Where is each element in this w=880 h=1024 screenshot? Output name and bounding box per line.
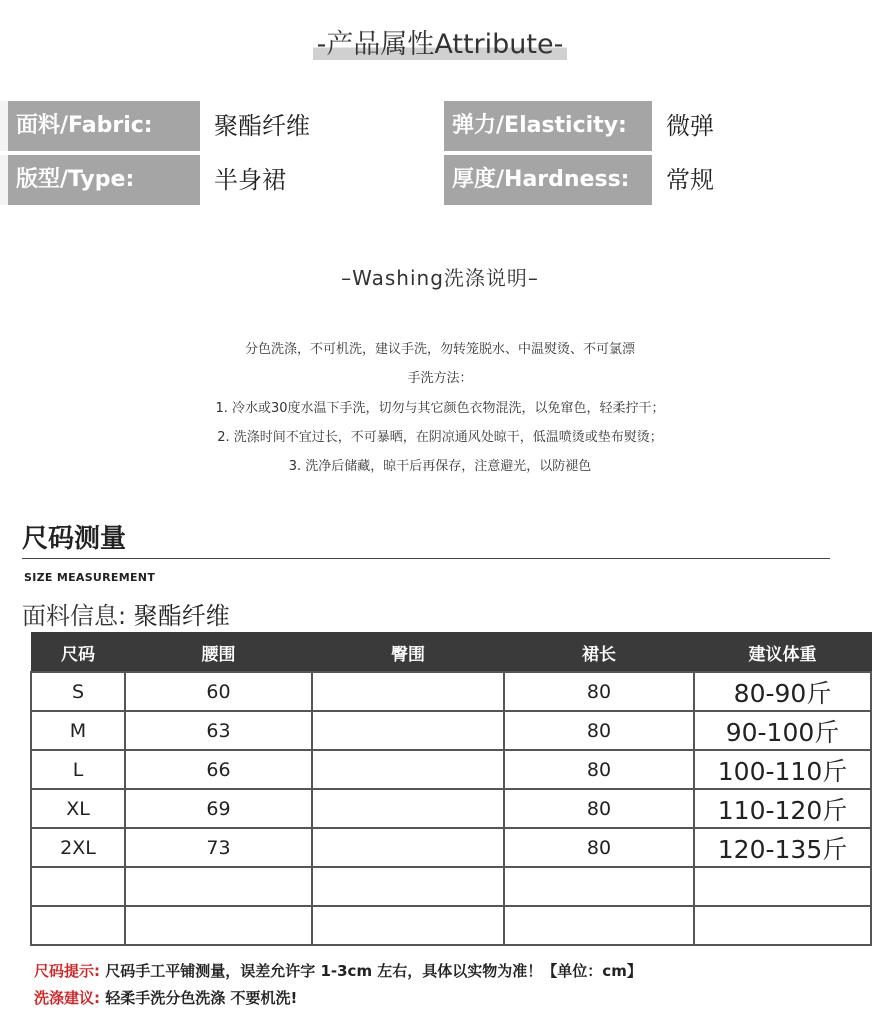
- table-row: [31, 672, 871, 711]
- fabric-info: [22, 596, 230, 631]
- table-header-row: [31, 633, 871, 673]
- table-cell: [694, 906, 871, 945]
- table-cell: [125, 867, 312, 906]
- hardness-label: 厚度/Hardness:: [444, 155, 652, 205]
- table-cell: [312, 828, 504, 867]
- wash-advice: [34, 987, 297, 1008]
- fabric-info-value: 聚酯纤维: [133, 602, 230, 630]
- wash-advice-text: 轻柔手洗分色洗涤 不要机洗!: [105, 989, 298, 1007]
- divider: [22, 558, 830, 559]
- table-cell: 73: [125, 828, 312, 867]
- table-row: [31, 906, 871, 945]
- table-cell: [312, 867, 504, 906]
- table-cell: 90-100斤: [694, 711, 871, 750]
- table-cell: 110-120斤: [694, 789, 871, 828]
- table-cell: [504, 906, 694, 945]
- table-cell: [312, 750, 504, 789]
- table-cell: 80: [504, 750, 694, 789]
- table-cell: 80: [504, 711, 694, 750]
- fabric-value: 聚酯纤维: [200, 101, 444, 151]
- size-subtitle: SIZE MEASUREMENT: [24, 571, 156, 584]
- table-cell: 100-110斤: [694, 750, 871, 789]
- table-row: [31, 828, 871, 867]
- size-title: 尺码测量: [22, 524, 127, 554]
- table-cell: [312, 906, 504, 945]
- table-cell: [31, 906, 125, 945]
- table-row: [31, 867, 871, 906]
- elasticity-label: 弹力/Elasticity:: [444, 101, 652, 151]
- table-row: [31, 711, 871, 750]
- table-cell: L: [31, 750, 125, 789]
- washing-line: 分色洗涤，不可机洗，建议手洗，勿转笼脱水、中温熨烫、不可氯漂: [244, 342, 635, 357]
- table-cell: [312, 789, 504, 828]
- type-value: 半身裙: [200, 155, 444, 205]
- table-row: [31, 750, 871, 789]
- table-cell: 63: [125, 711, 312, 750]
- attribute-row: [0, 101, 880, 151]
- table-cell: 120-135斤: [694, 828, 871, 867]
- washing-line: 2. 洗涤时间不宜过长，不可暴晒，在阴凉通风处晾干，低温喷烫或垫布熨烫；: [217, 430, 663, 445]
- table-cell: 66: [125, 750, 312, 789]
- fabric-info-label: 面料信息:: [22, 602, 127, 630]
- washing-line: 3. 洗净后储藏，晾干后再保存，注意避光，以防褪色: [288, 459, 592, 474]
- table-cell: 69: [125, 789, 312, 828]
- table-cell: [125, 906, 312, 945]
- size-tip-text: 尺码手工平铺测量，误差允许字 1-3cm 左右，具体以实物为准！【单位：cm】: [105, 962, 642, 980]
- table-cell: [31, 867, 125, 906]
- header-weight: 建议体重: [694, 633, 871, 673]
- size-tip-key: 尺码提示:: [34, 962, 100, 980]
- header-length: 裙长: [504, 633, 694, 673]
- table-cell: [312, 711, 504, 750]
- attribute-title: -产品属性Attribute-: [0, 22, 880, 61]
- table-cell: 60: [125, 672, 312, 711]
- wash-advice-key: 洗涤建议:: [34, 989, 100, 1007]
- table-cell: XL: [31, 789, 125, 828]
- table-cell: [312, 672, 504, 711]
- size-tip: [34, 960, 642, 981]
- washing-title: –Washing洗涤说明–: [341, 266, 539, 290]
- table-cell: 80: [504, 828, 694, 867]
- hardness-value: 常规: [652, 155, 880, 205]
- attribute-row: [0, 155, 880, 205]
- table-cell: S: [31, 672, 125, 711]
- header-hip: 臀围: [312, 633, 504, 673]
- table-cell: 80: [504, 789, 694, 828]
- size-table: [30, 632, 872, 946]
- table-cell: [504, 867, 694, 906]
- washing-line: 手洗方法：: [407, 371, 473, 386]
- table-row: [31, 789, 871, 828]
- fabric-label: 面料/Fabric:: [8, 101, 200, 151]
- table-cell: 2XL: [31, 828, 125, 867]
- table-cell: M: [31, 711, 125, 750]
- table-cell: 80: [504, 672, 694, 711]
- table-cell: 80-90斤: [694, 672, 871, 711]
- type-label: 版型/Type:: [8, 155, 200, 205]
- elasticity-value: 微弹: [652, 101, 880, 151]
- washing-line: 1. 冷水或30度水温下手洗，切勿与其它颜色衣物混洗，以免窜色，轻柔拧干；: [215, 401, 665, 416]
- table-cell: [694, 867, 871, 906]
- header-waist: 腰围: [125, 633, 312, 673]
- header-size: 尺码: [31, 633, 125, 673]
